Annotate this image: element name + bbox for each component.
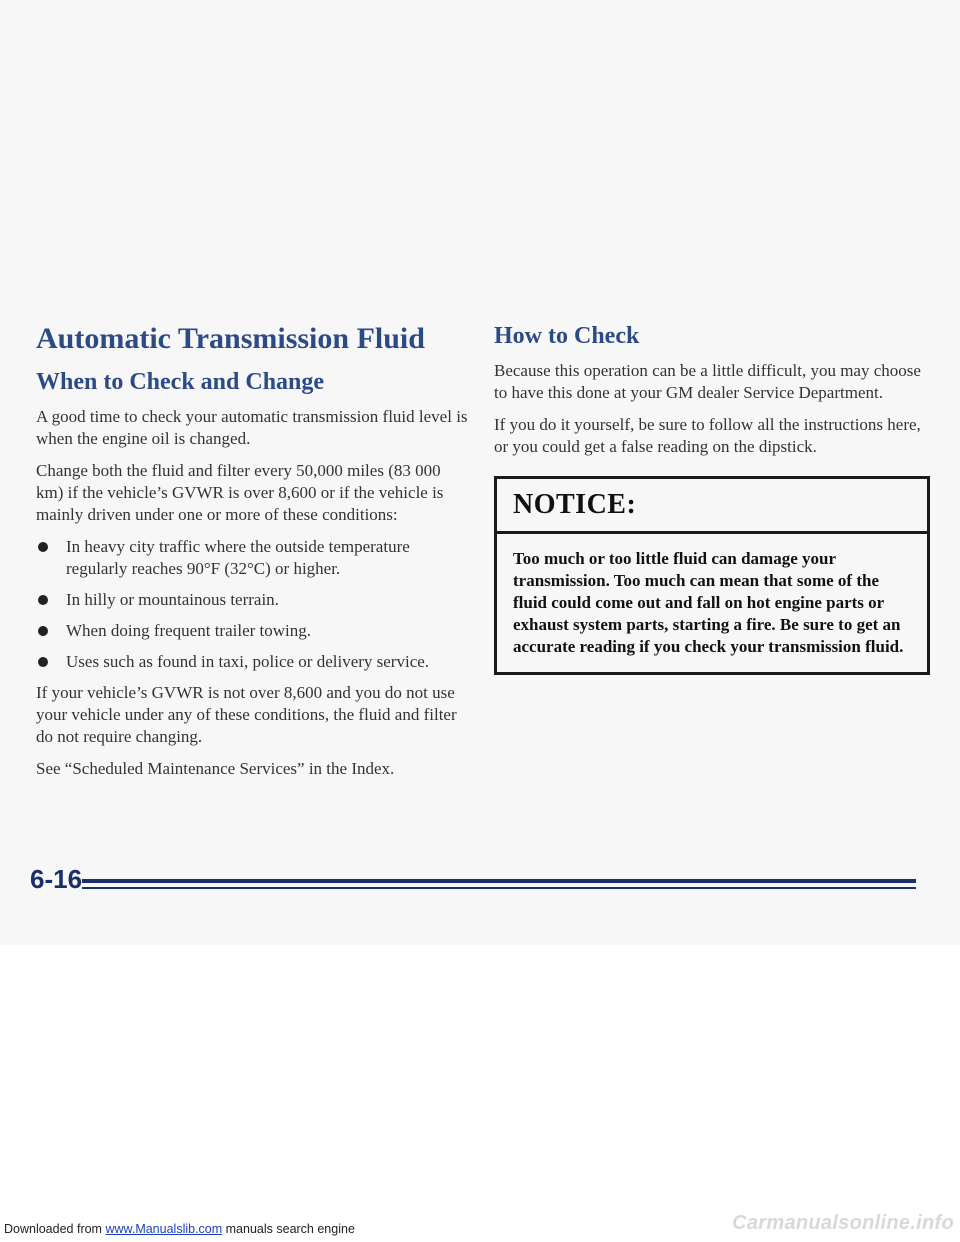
- paragraph-dealer: Because this operation can be a little difficult, you may choose to have this done at your GM dealer Service Department.: [494, 360, 921, 402]
- list-item: Uses such as found in taxi, police or delivery service.: [36, 651, 468, 673]
- site-logo: Carmanualsonline.info: [732, 1212, 954, 1234]
- page-number: 6-16: [30, 864, 83, 894]
- left-column: [36, 322, 468, 790]
- footer-rule-thick: [82, 879, 916, 883]
- notice-body: Too much or too little fluid can damage your transmission. Too much can mean that some of the fluid could come out and fall on hot engine parts or exhaust system parts, starting a fire. Be sure to get an accurate reading if you check your transmission fluid.: [513, 548, 904, 656]
- manualslib-link[interactable]: www.Manualslib.com: [105, 1222, 223, 1236]
- download-watermark: Downloaded from www.Manualslib.com manuals search engine: [4, 1222, 355, 1236]
- bullet-icon: [38, 595, 48, 605]
- right-column: [494, 323, 934, 675]
- list-item: In heavy city traffic where the outside temperature regularly reaches 90°F (32°C) or higher.: [36, 536, 468, 580]
- paragraph-see-index: See “Scheduled Maintenance Services” in the Index.: [36, 758, 395, 778]
- bullet-icon: [38, 626, 48, 636]
- footer-rule-thin: [82, 887, 916, 889]
- paragraph-no-change: If your vehicle’s GVWR is not over 8,600 and you do not use your vehicle under any of these conditions, the fluid and filter do not require changing.: [36, 682, 457, 746]
- bullet-icon: [38, 542, 48, 552]
- notice-header: [497, 479, 927, 534]
- paragraph-check-time: A good time to check your automatic transmission fluid level is when the engine oil is changed.: [36, 406, 468, 448]
- subsection-title: When to Check and Change: [36, 369, 325, 395]
- list-item: In hilly or mountainous terrain.: [36, 589, 468, 611]
- notice-title: NOTICE:: [513, 488, 637, 520]
- page-footer: [30, 864, 916, 898]
- paragraph-change-interval: Change both the fluid and filter every 50,000 miles (83 000 km) if the vehicle’s GVWR is over 8,600 or if the vehicle is mainly driven under one or more of these conditions:: [36, 460, 444, 524]
- notice-box: [494, 476, 930, 675]
- bullet-icon: [38, 657, 48, 667]
- how-to-check-title: How to Check: [494, 323, 640, 349]
- paragraph-yourself: If you do it yourself, be sure to follow all the instructions here, or you could get a false reading on the dipstick.: [494, 414, 921, 456]
- section-title: Automatic Transmission Fluid: [36, 322, 425, 355]
- conditions-list: [36, 536, 468, 673]
- list-item: When doing frequent trailer towing.: [36, 620, 468, 642]
